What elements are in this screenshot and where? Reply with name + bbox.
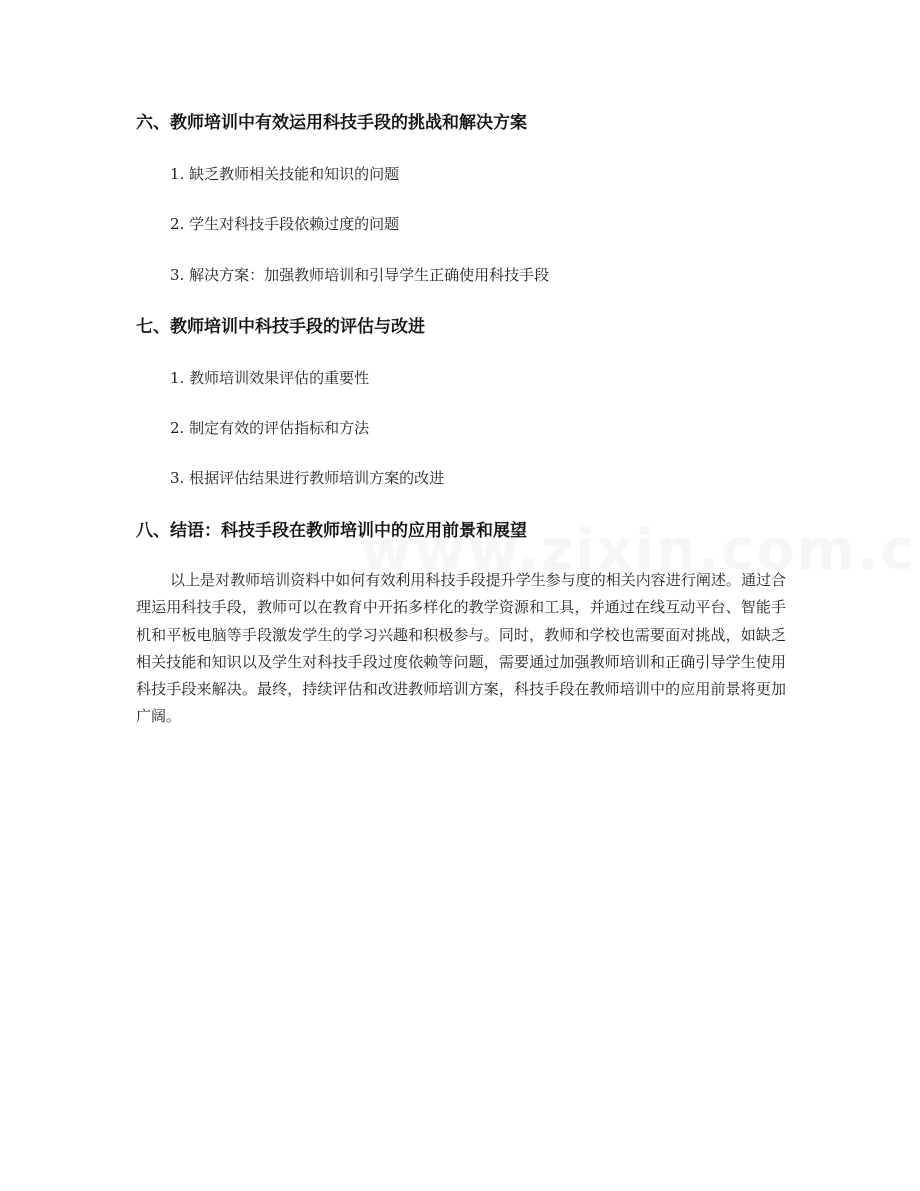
conclusion-paragraph: 以上是对教师培训资料中如何有效利用科技手段提升学生参与度的相关内容进行阐述。通过合理运用科技手段，教师可以在教育中开拓多样化的教学资源和工具，并通过在线互动平台、智能手机和平板电脑等手段激发学生的学习兴趣和积极参与。同时，教师和学校也需要面对挑战，如缺乏相关技能和知识以及学生对科技手段过度依赖等问题，需要通过加强教师培训和正确引导学生使用科技手段来解决。最终，持续评估和改进教师培训方案，科技手段在教师培训中的应用前景将更加广阔。: [136, 571, 786, 726]
section-6-item-2: 2. 学生对科技手段依赖过度的问题: [170, 215, 400, 233]
section-6-heading: 六、教师培训中有效运用科技手段的挑战和解决方案: [136, 113, 527, 133]
section-7-item-2: 2. 制定有效的评估指标和方法: [170, 419, 370, 437]
section-7-item-1: 1. 教师培训效果评估的重要性: [170, 369, 370, 387]
section-7-item-3: 3. 根据评估结果进行教师培训方案的改进: [170, 469, 445, 487]
section-6-item-3: 3. 解决方案：加强教师培训和引导学生正确使用科技手段: [170, 266, 550, 284]
section-8-heading: 八、结语：科技手段在教师培训中的应用前景和展望: [136, 521, 527, 541]
section-6-item-1: 1. 缺乏教师相关技能和知识的问题: [170, 165, 400, 183]
section-7-heading: 七、教师培训中科技手段的评估与改进: [136, 317, 425, 337]
